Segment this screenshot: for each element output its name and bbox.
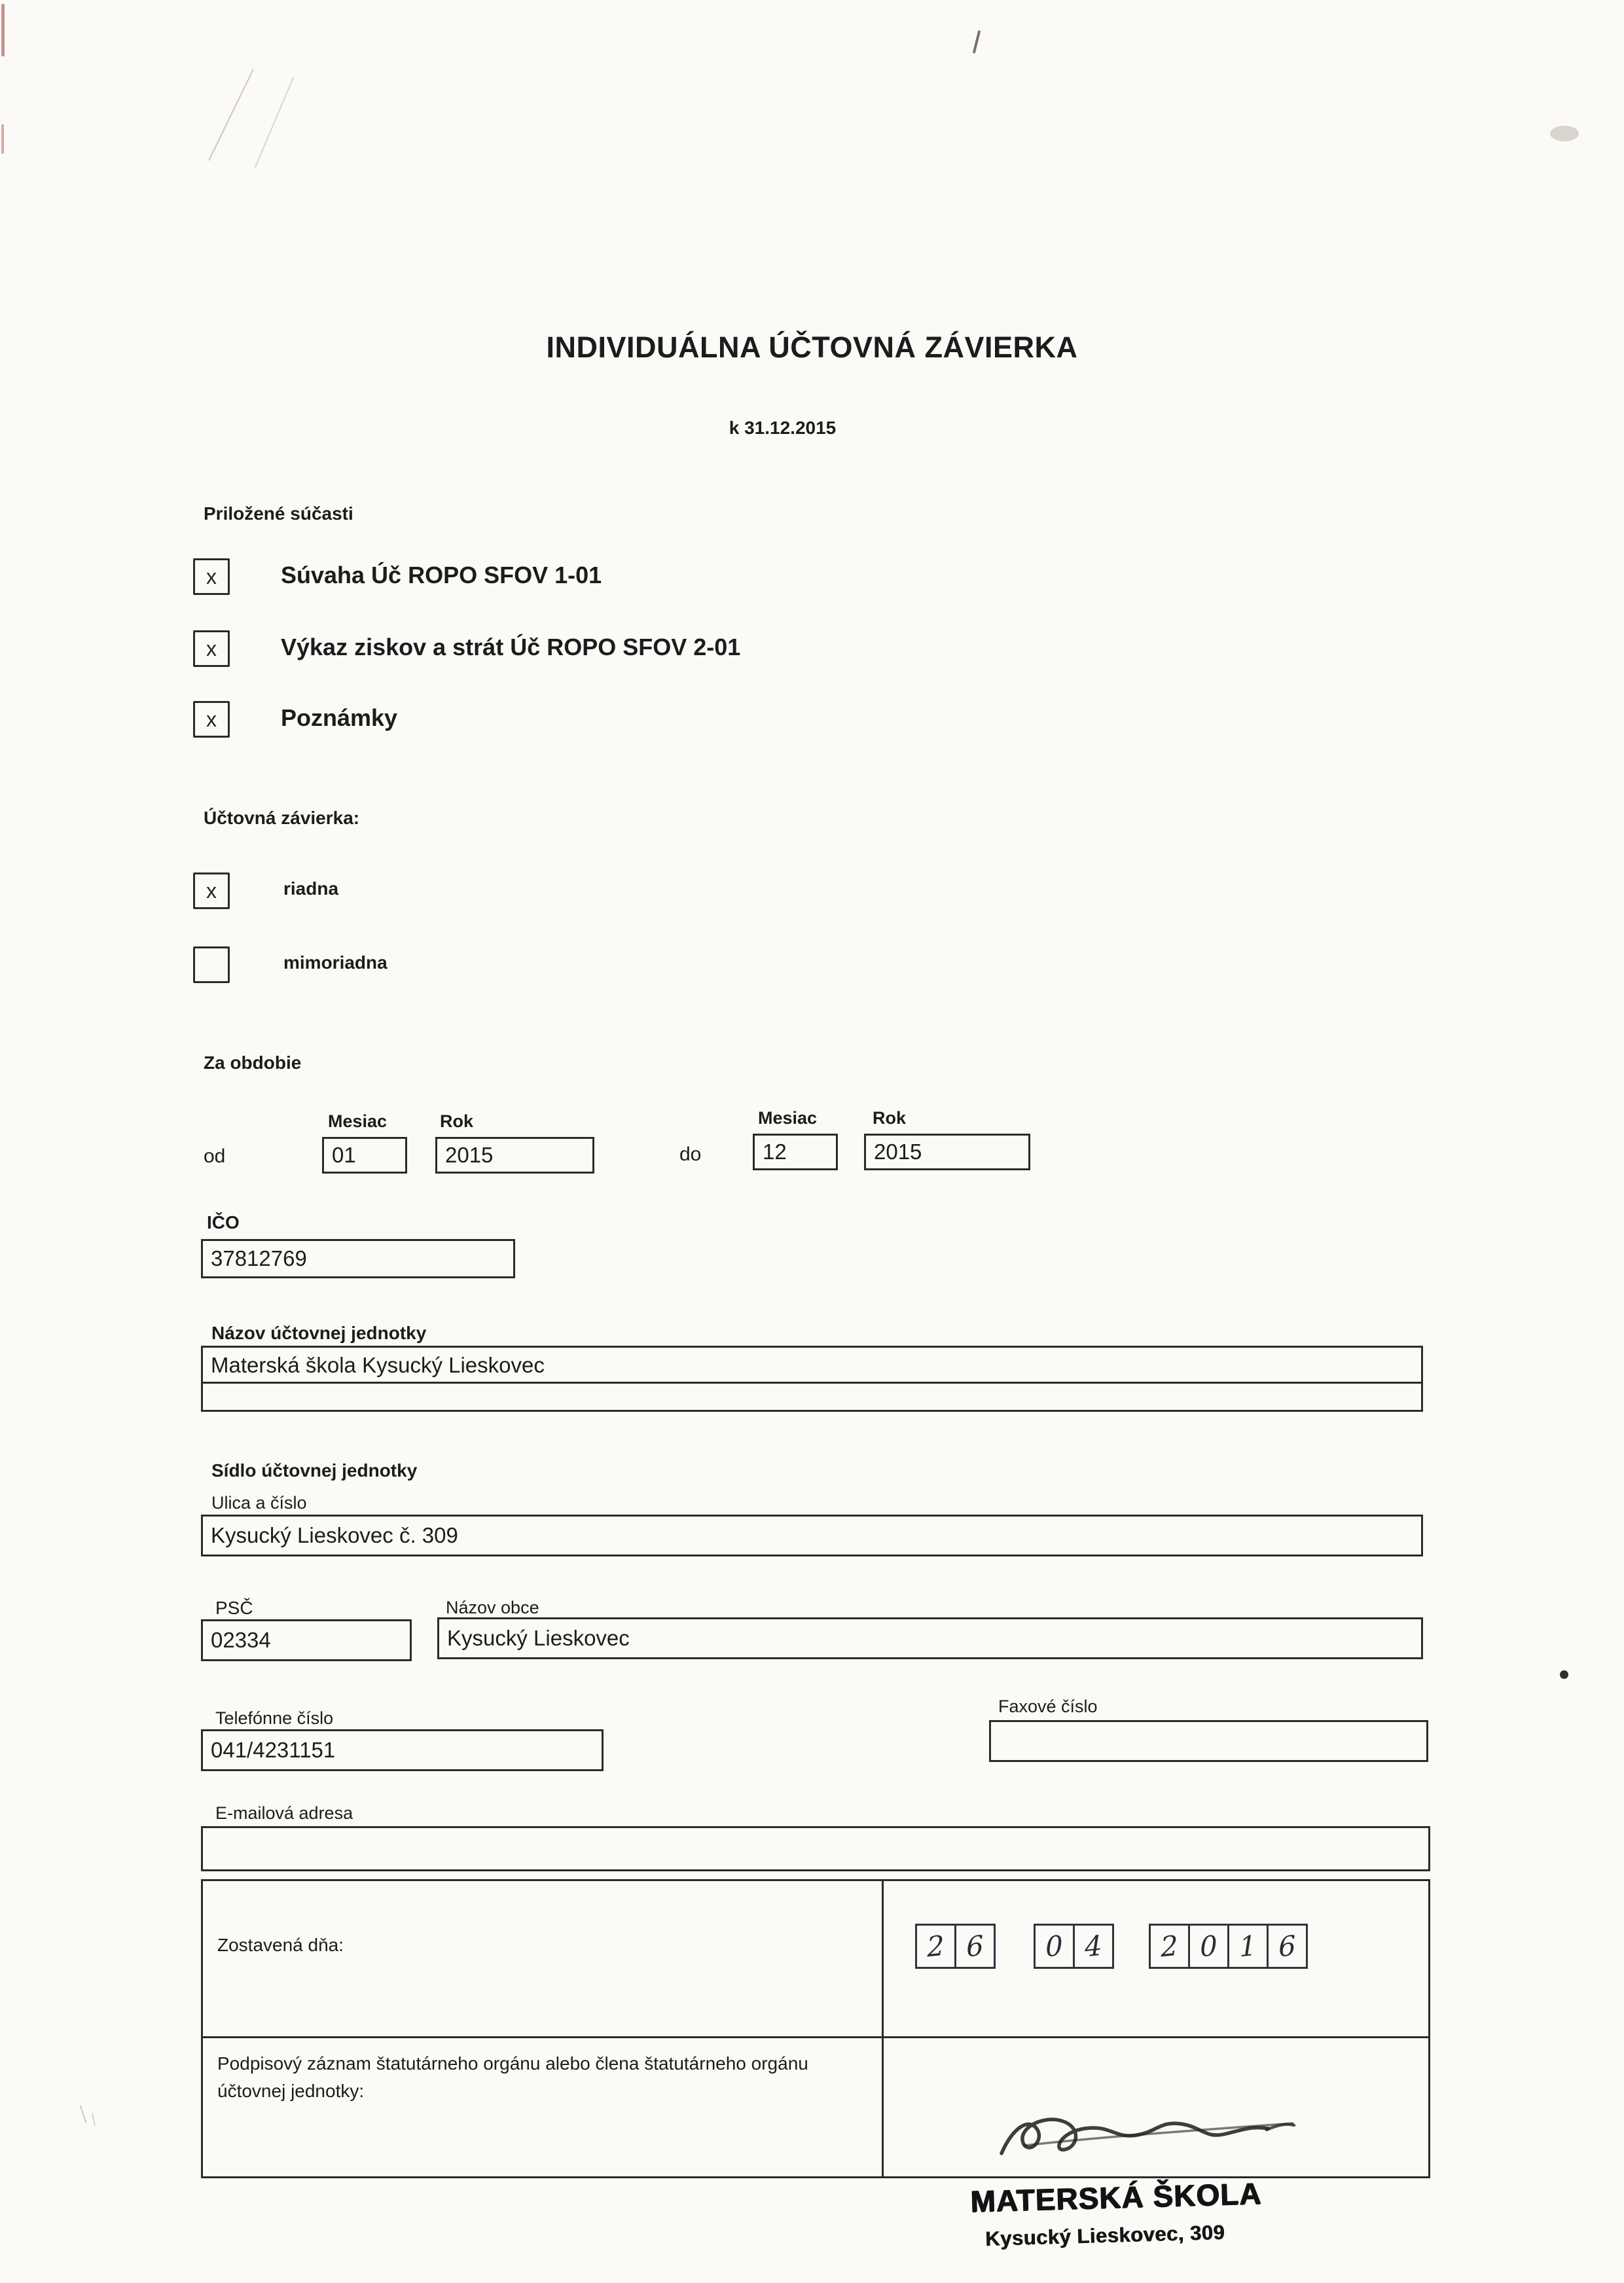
period-to-year-label: Rok (873, 1108, 907, 1128)
checkbox-mark: x (206, 565, 217, 588)
handwritten-signature (985, 2102, 1306, 2181)
attachments-heading: Priložené súčasti (204, 503, 353, 524)
month-digit-cell (1036, 1926, 1075, 1967)
period-from-year-value: 2015 (445, 1143, 494, 1167)
period-to-label: do (679, 1143, 702, 1165)
town-input[interactable] (437, 1617, 1423, 1659)
checkbox-poznamky[interactable] (193, 701, 230, 738)
year-digit-cell (1151, 1926, 1190, 1967)
fax-value (991, 1740, 1007, 1742)
checkbox-mimoriadna[interactable] (193, 946, 230, 983)
page-subtitle: k 31.12.2015 (729, 418, 837, 438)
period-to-month-label: Mesiac (758, 1108, 818, 1128)
year-digit-cell (1190, 1926, 1229, 1967)
zip-input[interactable] (201, 1619, 412, 1661)
compiled-month-box[interactable] (1034, 1924, 1114, 1969)
street-input[interactable] (201, 1515, 1423, 1556)
scan-artifact-tick (973, 30, 981, 54)
checkbox-riadna[interactable] (193, 872, 230, 909)
statement-label-riadna: riadna (283, 878, 339, 899)
compiled-date-label: Zostavená dňa: (217, 1935, 344, 1955)
statement-label-mimoriadna: mimoriadna (283, 952, 388, 973)
year-digit-4: 6 (1278, 1929, 1297, 1964)
day-digit-cell (917, 1926, 956, 1967)
email-input[interactable] (201, 1826, 1430, 1871)
period-from-year-label: Rok (440, 1111, 474, 1131)
period-from-label: od (204, 1145, 226, 1167)
day-digit-cell (956, 1926, 994, 1967)
ico-value: 37812769 (211, 1246, 307, 1270)
year-digit-2: 0 (1199, 1929, 1218, 1964)
period-to-month-input[interactable] (753, 1134, 838, 1170)
checkbox-vykaz[interactable] (193, 630, 230, 667)
page-title: INDIVIDUÁLNA ÚČTOVNÁ ZÁVIERKA (546, 331, 1078, 364)
period-from-month-input[interactable] (322, 1137, 407, 1174)
period-to-year-value: 2015 (874, 1140, 922, 1164)
checkbox-mark: x (206, 637, 217, 660)
period-from-year-input[interactable] (435, 1137, 594, 1174)
zip-label: PSČ (215, 1598, 253, 1618)
scan-artifact-diagonal-2 (255, 77, 294, 168)
year-digit-3: 1 (1238, 1929, 1257, 1964)
town-label: Názov obce (446, 1598, 539, 1617)
email-value (203, 1848, 219, 1850)
fax-label: Faxové číslo (998, 1697, 1098, 1716)
attachment-label-poznamky: Poznámky (281, 704, 398, 731)
day-digit-2: 6 (965, 1929, 984, 1964)
checkbox-mark: x (206, 708, 217, 731)
scan-artifact-dot (1560, 1670, 1568, 1679)
checkbox-mark: x (206, 879, 217, 903)
town-value: Kysucký Lieskovec (447, 1626, 630, 1650)
scan-artifact-bottom-left-1 (80, 2105, 87, 2123)
compiled-day-box[interactable] (915, 1924, 996, 1969)
compiled-year-box[interactable] (1149, 1924, 1308, 1969)
address-heading: Sídlo účtovnej jednotky (211, 1460, 418, 1481)
period-heading: Za obdobie (204, 1052, 302, 1073)
day-digit-1: 2 (926, 1929, 945, 1964)
month-digit-1: 0 (1045, 1929, 1064, 1964)
ico-input[interactable] (201, 1239, 515, 1278)
year-digit-1: 2 (1160, 1929, 1179, 1964)
stamp-line-1: MATERSKÁ ŠKOLA (969, 2176, 1262, 2219)
month-digit-cell (1075, 1926, 1112, 1967)
phone-label: Telefónne číslo (215, 1708, 334, 1728)
checkbox-suvaha[interactable] (193, 558, 230, 595)
zip-value: 02334 (211, 1628, 271, 1652)
scan-artifact-red-edge-2 (1, 124, 4, 154)
email-label: E-mailová adresa (215, 1803, 353, 1823)
fax-input[interactable] (989, 1720, 1428, 1762)
period-to-month-value: 12 (763, 1140, 787, 1164)
stamp-line-2: Kysucký Lieskovec, 309 (984, 2220, 1225, 2251)
period-to-year-input[interactable] (864, 1134, 1030, 1170)
month-digit-2: 4 (1084, 1929, 1103, 1964)
attachment-label-suvaha: Súvaha Úč ROPO SFOV 1-01 (281, 562, 602, 588)
footer-table-hdivider (203, 2036, 1428, 2038)
street-label: Ulica a číslo (211, 1493, 307, 1513)
street-value: Kysucký Lieskovec č. 309 (211, 1523, 458, 1547)
scan-artifact-bottom-left-2 (92, 2113, 95, 2126)
period-from-month-label: Mesiac (328, 1111, 388, 1131)
ico-label: IČO (207, 1212, 240, 1232)
statement-type-heading: Účtovná závierka: (204, 808, 360, 828)
phone-input[interactable] (201, 1729, 604, 1771)
entity-name-input[interactable] (201, 1346, 1423, 1412)
entity-name-label: Názov účtovnej jednotky (211, 1323, 427, 1343)
attachment-label-vykaz: Výkaz ziskov a strát Úč ROPO SFOV 2-01 (281, 634, 741, 660)
scan-artifact-smudge (1550, 126, 1579, 141)
scan-artifact-diagonal-1 (208, 69, 254, 160)
phone-value: 041/4231151 (211, 1738, 336, 1762)
year-digit-cell (1229, 1926, 1269, 1967)
entity-name-value: Materská škola Kysucký Lieskovec (211, 1353, 545, 1377)
period-from-month-value: 01 (332, 1143, 356, 1167)
footer-table-vdivider (882, 1881, 884, 2176)
signature-record-label: Podpisový záznam štatutárneho orgánu alebo člena štatutárneho orgánu účtovnej jednotky: (217, 2053, 808, 2101)
year-digit-cell (1269, 1926, 1306, 1967)
entity-name-divider (203, 1382, 1421, 1384)
scan-artifact-red-edge-1 (1, 4, 5, 56)
